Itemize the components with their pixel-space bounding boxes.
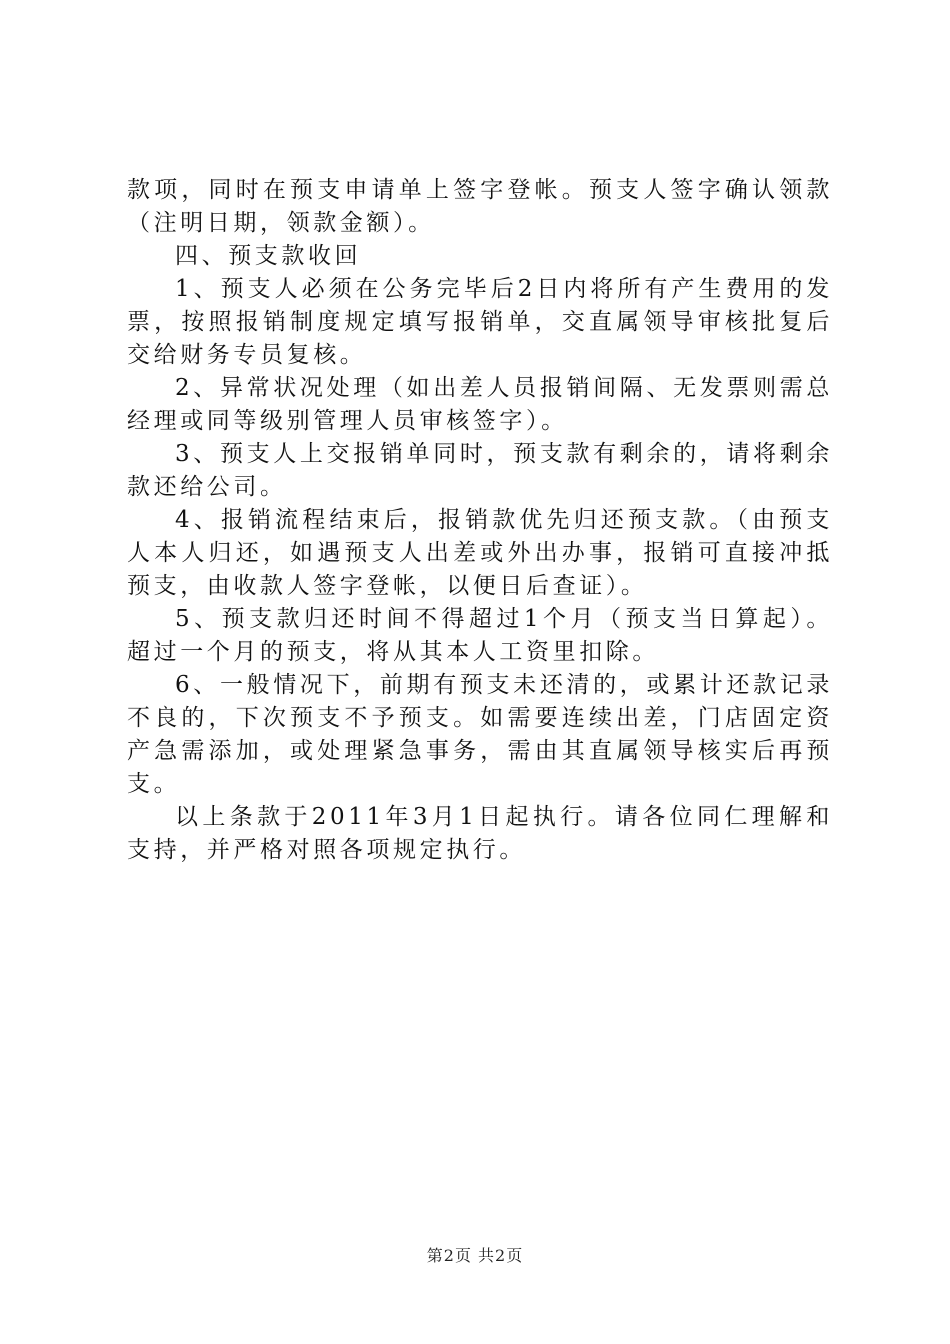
clause-4: 4、报销流程结束后，报销款优先归还预支款。（由预支人本人归还，如遇预支人出差或外出办事，报销可直接冲抵预支，由收款人签字登帐，以便日后查证）。 <box>127 507 833 599</box>
paragraph-continuation: 款项，同时在预支申请单上签字登帐。预支人签字确认领款（注明日期，领款金额）。 <box>127 177 833 236</box>
clause-5: 5、预支款归还时间不得超过1个月（预支当日算起）。超过一个月的预支，将从其本人工资里扣除。 <box>127 606 833 665</box>
clause-1: 1、预支人必须在公务完毕后2日内将所有产生费用的发票，按照报销制度规定填写报销单，交直属领导审核批复后交给财务专员复核。 <box>127 276 833 368</box>
clause-2: 2、异常状况处理（如出差人员报销间隔、无发票则需总经理或同等级别管理人员审核签字）。 <box>127 375 833 434</box>
page-number-footer: 第2页 共2页 <box>426 1246 524 1265</box>
effective-date-statement: 以上条款于2011年3月1日起执行。请各位同仁理解和支持，并严格对照各项规定执行。 <box>127 804 833 863</box>
document-body <box>127 174 833 867</box>
clause-3: 3、预支人上交报销单同时，预支款有剩余的，请将剩余款还给公司。 <box>127 441 833 500</box>
clause-6: 6、一般情况下，前期有预支未还清的，或累计还款记录不良的，下次预支不予预支。如需要连续出差，门店固定资产急需添加，或处理紧急事务，需由其直属领导核实后再预支。 <box>127 672 833 797</box>
section-heading-repayment: 四、预支款收回 <box>175 243 362 269</box>
